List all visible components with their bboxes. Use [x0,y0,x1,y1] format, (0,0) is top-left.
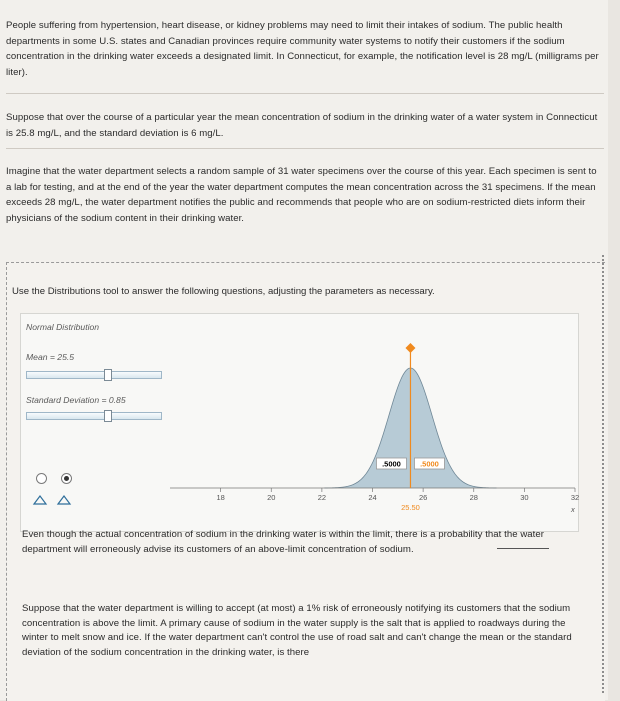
right-area-value: .5000 [420,459,439,469]
x-tick-label: 30 [520,493,529,502]
frame-border [602,255,604,695]
question-two-text: Suppose that the water department is willing to accept (at most) a 1% risk of erroneously notifying its customers that the sodium concentration is above the limit. A primary cause of sodium in the water supply is the salt that is applied to roadways during the winter to melt snow and ice. If the water department can't control the use of road salt and can't change the mean or the standard deviation of the sodium concentration in the drinking water, is there [22,603,572,658]
x-axis-ticks [216,488,579,502]
x-tick-label: 22 [317,493,327,502]
cut-line-handle[interactable] [405,343,415,353]
sampling-paragraph: Imagine that the water department selects a random sample of 31 water specimens over the course of this year. Each specimen is sent to a lab for testing, and at the end of the year the water department computes the mean concentration across the 31 specimens. If the mean exceeds 28 mg/L, the water department notifies the public and recommends that people who are on sodium-restricted diets inform their physicians of the sodium content in their drinking water. [6,166,597,224]
sd-label: Standard Deviation = 0.85 [26,395,126,405]
probability-answer-blank[interactable] [497,548,549,549]
intro-paragraph: People suffering from hypertension, heart disease, or kidney problems may need to limit their intakes of sodium. The public health departments in some U.S. states and Canadian provinces require community water systems to notify their customers if the sodium concentration in the drinking water exceeds a designated limit. In Connecticut, for example, the notification level is 28 mg/L (milligrams per liter). [6,20,599,78]
x-tick-label: 32 [570,493,580,502]
divider [6,148,604,149]
cut-value-label: 25.50 [401,503,420,512]
x-tick-label: 20 [267,493,276,502]
divider [6,93,604,94]
tool-instructions: Use the Distributions tool to answer the following questions, adjusting the parameters as necessary. [12,286,435,297]
cut-handle-diamond[interactable] [405,343,415,353]
normal-distribution-chart [20,330,580,530]
question-one-text: Even though the actual concentration of sodium in the drinking water is within the limit, there is a probability that the water department will erroneously advise its customers of an above-limit concentration of sodium. [22,529,545,555]
curve-left-area [324,368,410,488]
tool-title: Normal Distribution [26,322,100,332]
mean-label: Mean = 25.5 [26,352,75,362]
x-tick-label: 24 [368,493,377,502]
x-tick-label: 18 [216,493,225,502]
x-tick-label: 26 [418,493,428,502]
x-tick-label: 28 [469,493,478,502]
left-area-value: .5000 [382,459,401,469]
parameters-paragraph: Suppose that over the course of a particular year the mean concentration of sodium in the drinking water of a water system in Connecticut is 25.8 mg/L, and the standard deviation is 6 mg/L. [6,112,598,139]
curve-right-area [410,368,496,488]
right-area-box [414,458,444,469]
left-area-box [376,458,406,469]
x-axis-label: x [571,505,575,514]
